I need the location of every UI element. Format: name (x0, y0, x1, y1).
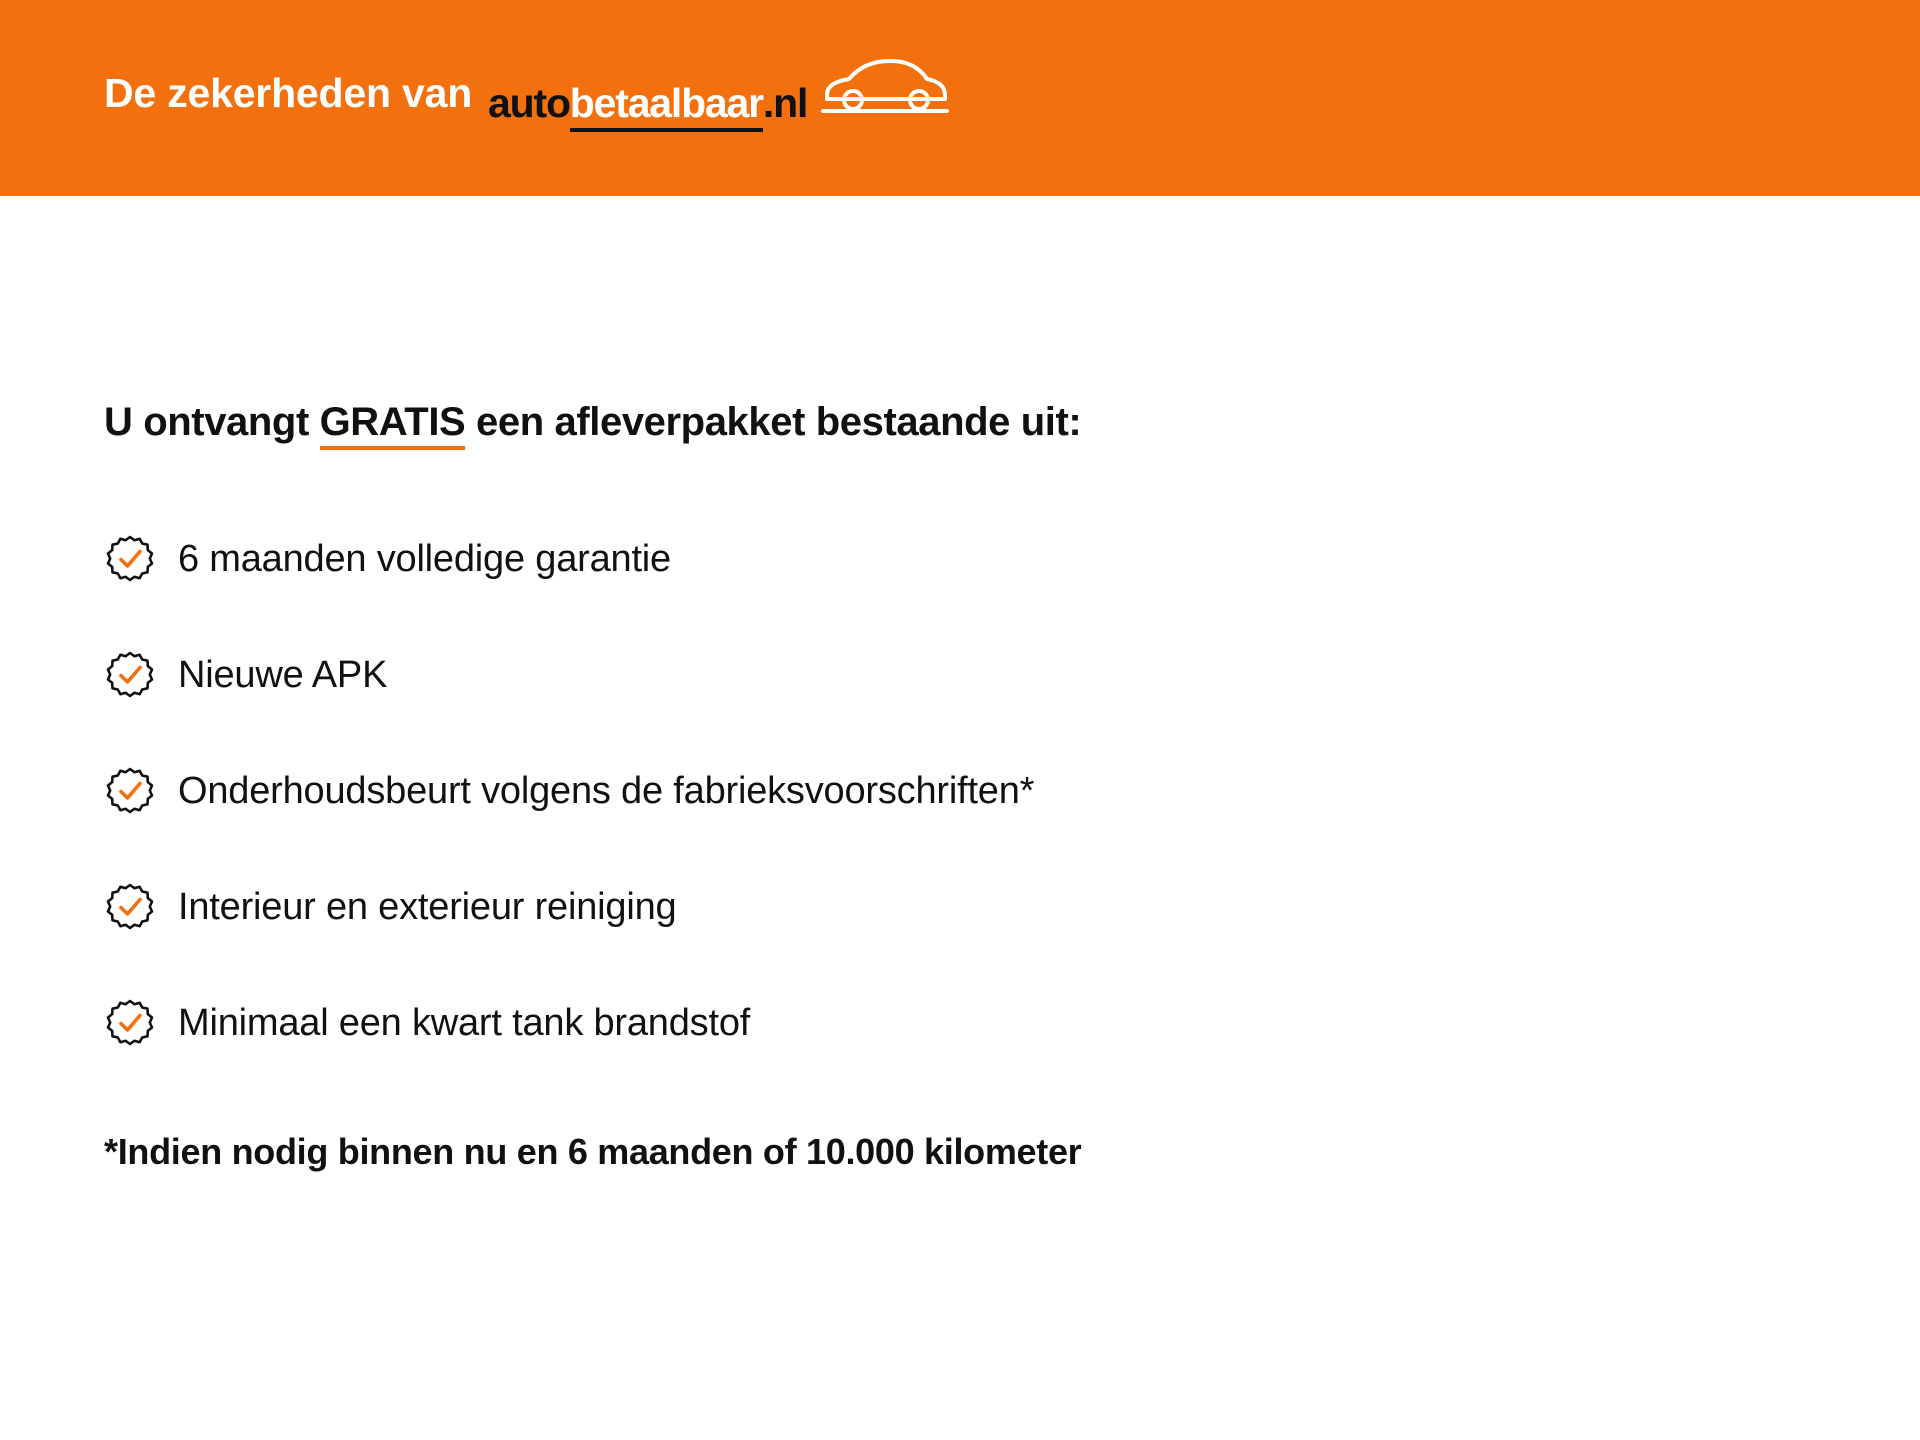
gear-check-icon (104, 881, 156, 933)
list-item (104, 987, 1920, 1059)
header-bar (0, 0, 1920, 196)
list-item (104, 523, 1920, 595)
page-title (104, 400, 1920, 445)
main-content (0, 196, 1920, 1173)
car-outline-icon (821, 55, 951, 127)
gear-check-icon (104, 997, 156, 1049)
list-item (104, 755, 1920, 827)
list-item (104, 639, 1920, 711)
benefits-list (104, 523, 1920, 1059)
gear-check-icon (104, 533, 156, 585)
gear-check-icon (104, 765, 156, 817)
header-title: De zekerheden van (104, 69, 473, 116)
list-item-label: Nieuwe APK (178, 653, 388, 696)
brand-part-betaalbaar: betaalbaar (570, 80, 763, 132)
header-inner (104, 55, 951, 132)
list-item-label: Onderhoudsbeurt volgens de fabrieksvoorschriften* (178, 769, 1035, 812)
brand-part-nl: .nl (762, 79, 808, 126)
lead-text-after: een afleverpakket bestaande uit: (465, 400, 1082, 444)
brand-part-auto: auto (488, 79, 570, 126)
lead-text-before: U ontvangt (104, 400, 320, 444)
list-item (104, 871, 1920, 943)
list-item-label: Minimaal een kwart tank brandstof (178, 1001, 751, 1044)
gear-check-icon (104, 649, 156, 701)
list-item-label: 6 maanden volledige garantie (178, 537, 671, 580)
list-item-label: Interieur en exterieur reiniging (178, 885, 677, 928)
footnote: *Indien nodig binnen nu en 6 maanden of 10.000 kilometer (104, 1131, 1082, 1172)
lead-highlight-gratis: GRATIS (320, 400, 466, 450)
brand-logo[interactable] (488, 55, 951, 132)
